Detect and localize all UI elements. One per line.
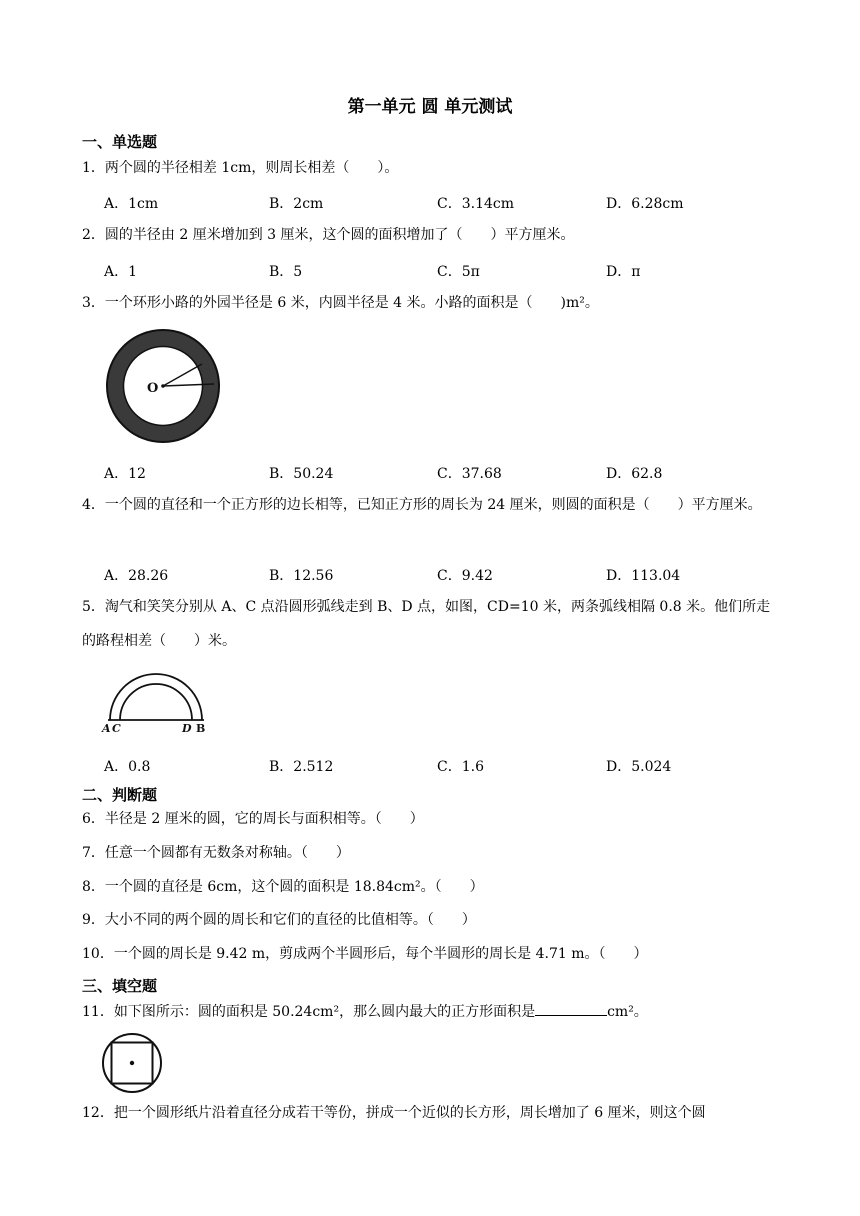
option-a: A．12 — [104, 466, 146, 482]
option-b: B．2.512 — [269, 759, 334, 775]
option-b: B．12.56 — [269, 568, 334, 584]
question-11 — [82, 995, 782, 1029]
question-3-options — [104, 463, 784, 483]
question-7: 7．任意一个圆都有无数条对称轴。（ ） — [82, 845, 350, 861]
option-d: D．62.8 — [606, 466, 663, 482]
option-c: C．9.42 — [437, 568, 493, 584]
option-c: C．1.6 — [437, 759, 484, 775]
question-1-options — [104, 193, 784, 213]
option-d: D．5.024 — [606, 759, 672, 775]
question-1: 1．两个圆的半径相差 1cm，则周长相差（ ）。 — [82, 160, 399, 176]
question-5-options — [104, 756, 784, 776]
option-b: B．2cm — [269, 196, 324, 212]
question-11-unit: cm²。 — [607, 1004, 648, 1020]
circle-inscribed-square-figure — [100, 1032, 164, 1094]
question-8: 8．一个圆的直径是 6cm，这个圆的面积是 18.84cm²。（ ） — [82, 879, 484, 895]
option-c: C．37.68 — [437, 466, 502, 482]
question-3: 3．一个环形小路的外园半径是 6 米，内圆半径是 4 米。小路的面积是（ )m²。 — [82, 295, 599, 311]
point-label-c: C — [112, 722, 121, 734]
option-a: A．28.26 — [104, 568, 169, 584]
question-6: 6．半径是 2 厘米的圆，它的周长与面积相等。（ ） — [82, 811, 424, 827]
point-label-a: A — [102, 722, 111, 734]
question-2: 2．圆的半径由 2 厘米增加到 3 厘米，这个圆的面积增加了（ ）平方厘米。 — [82, 227, 575, 243]
section-heading-single-choice: 一、单选题 — [82, 133, 158, 151]
option-d: D．6.28cm — [606, 196, 684, 212]
option-a: A．1 — [104, 264, 138, 280]
question-2-options — [104, 261, 784, 281]
option-c: C．5π — [437, 264, 480, 280]
page-title: 第一单元 圆 单元测试 — [347, 97, 513, 117]
point-label-d: D — [182, 722, 192, 734]
question-9: 9．大小不同的两个圆的周长和它们的直径的比值相等。（ ） — [82, 912, 476, 928]
question-4-options — [104, 565, 784, 585]
option-d: D．π — [606, 264, 641, 280]
option-a: A．1cm — [104, 196, 159, 212]
question-12: 12．把一个圆形纸片沿着直径分成若干等份，拼成一个近似的长方形，周长增加了 6 厘米，则这个圆 — [82, 1105, 706, 1121]
option-a: A．0.8 — [104, 759, 151, 775]
point-label-b: B — [196, 722, 206, 734]
question-11-text: 11．如下图所示：圆的面积是 50.24cm²，那么圆内最大的正方形面积是 — [82, 1004, 536, 1020]
option-b: B．5 — [269, 264, 303, 280]
option-c: C．3.14cm — [437, 196, 514, 212]
section-heading-fill-blank: 三、填空题 — [82, 977, 158, 995]
question-4: 4．一个圆的直径和一个正方形的边长相等，已知正方形的周长为 24 厘米，则圆的面积是（ ）平方厘米。 — [82, 497, 762, 513]
section-heading-true-false: 二、判断题 — [82, 786, 158, 804]
center-label-o: O — [147, 381, 159, 396]
question-10: 10．一个圆的周长是 9.42 m，剪成两个半圆形后，每个半圆形的周长是 4.71 m。（ ） — [82, 946, 648, 962]
semicircle-arcs-figure — [100, 668, 212, 734]
option-d: D．113.04 — [606, 568, 681, 584]
answer-blank — [535, 1001, 607, 1016]
question-5: 5．淘气和笑笑分别从 A、C 点沿圆形弧线走到 B、D 点，如图，CD=10 米，两条弧线相隔 0.8 米。他们所走的路程相差（ ）米。 — [82, 599, 771, 649]
option-b: B．50.24 — [269, 466, 334, 482]
ring-path-figure — [106, 328, 220, 444]
